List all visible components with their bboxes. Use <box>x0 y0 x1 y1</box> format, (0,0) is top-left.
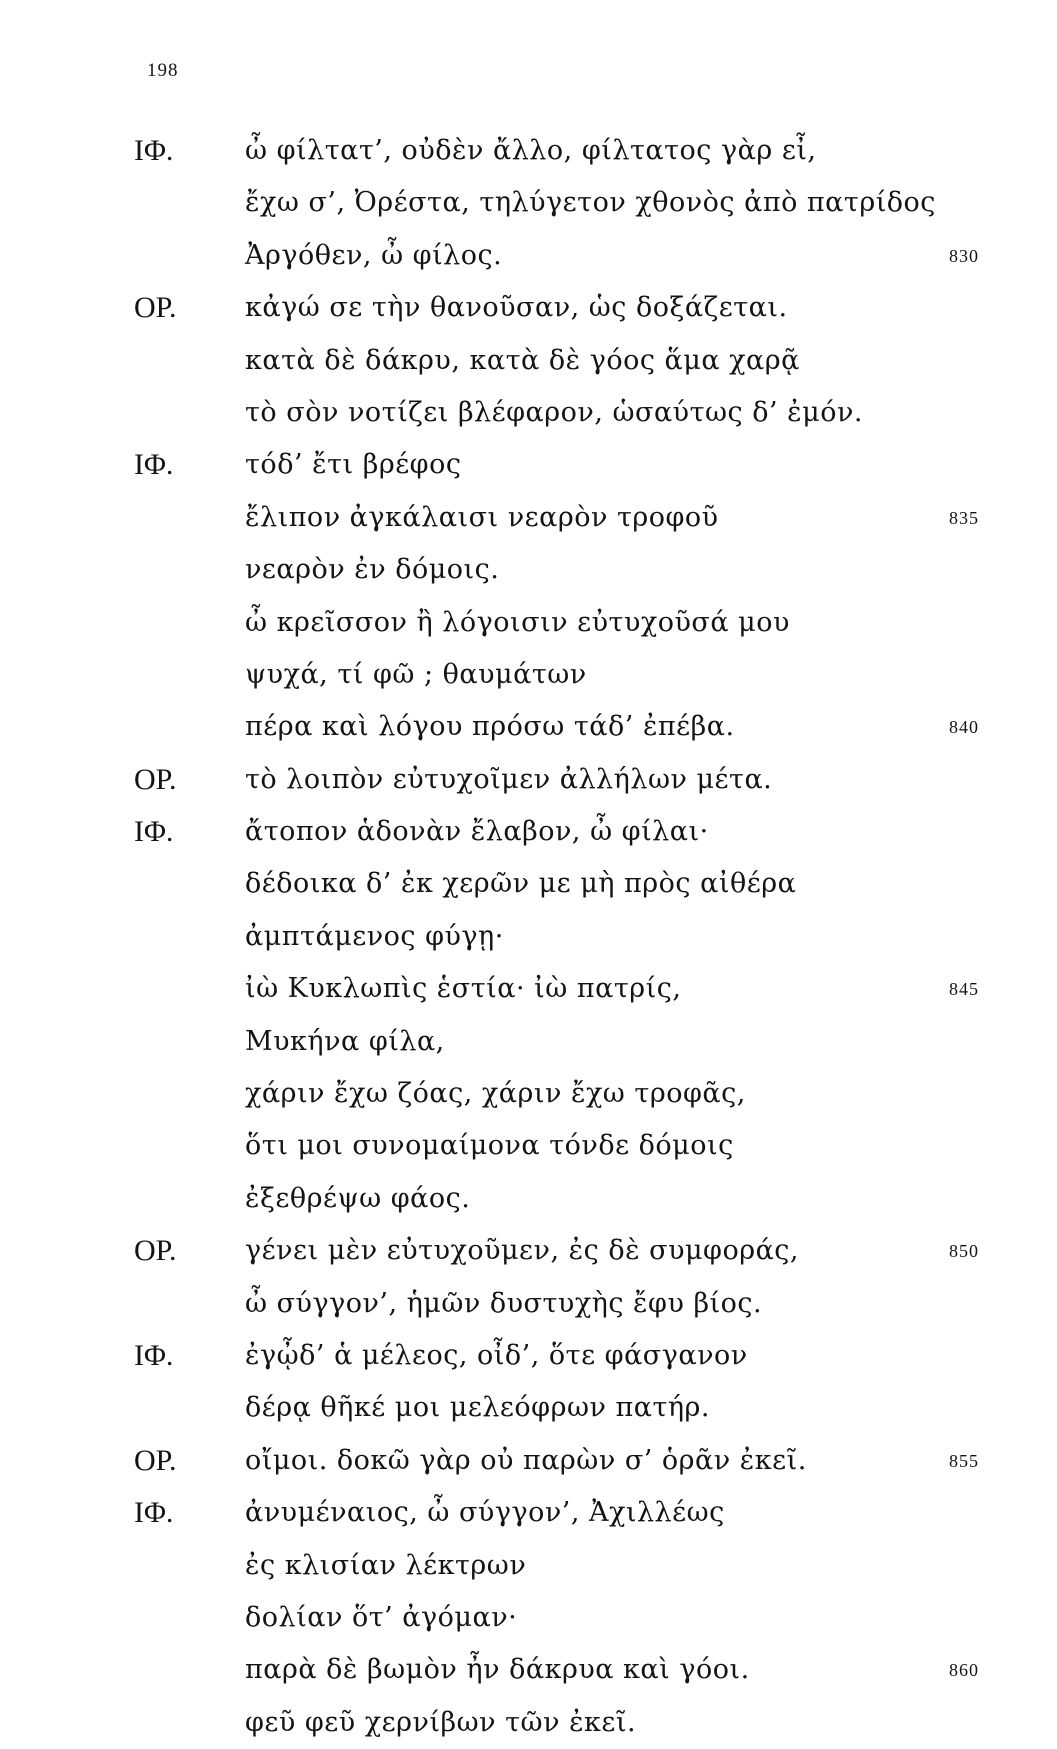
verse-text: χάριν ἔχω ζόας, χάριν ἔχω τροφᾶς, <box>245 1078 746 1110</box>
line-number: 835 <box>949 507 979 528</box>
verse-text: ἐγᾦδ’ ἁ μέλεος, οἶδ’, ὅτε φάσγανον <box>245 1339 748 1371</box>
verse-text: ἰὼ Κυκλωπὶς ἑστία· ἰὼ πατρίς, <box>245 973 682 1005</box>
verse-text: κατὰ δὲ δάκρυ, κατὰ δὲ γόος ἅμα χαρᾷ <box>245 344 800 376</box>
verse-line <box>0 1278 1057 1330</box>
verse-line <box>0 1330 1057 1382</box>
verse-line <box>0 125 1057 177</box>
verse-line <box>0 1592 1057 1644</box>
speaker-label: ΙΦ. <box>134 815 174 849</box>
verse-text: δέρᾳ θῆκέ μοι μελεόφρων πατήρ. <box>245 1392 711 1424</box>
verse-text: Μυκήνα φίλα, <box>245 1025 445 1057</box>
verse-text: νεαρὸν ἐν δόμοις. <box>245 554 500 586</box>
verse-text: τόδ’ ἔτι βρέφος <box>245 449 462 481</box>
speaker-label: ΙΦ. <box>134 448 174 482</box>
line-number: 855 <box>949 1450 979 1471</box>
line-number: 845 <box>949 979 979 1000</box>
verse-text: ὦ κρεῖσσον ἢ λόγοισιν εὐτυχοῦσά μου <box>245 606 790 638</box>
verse-text: Ἀργόθεν, ὦ φίλος. <box>245 239 503 271</box>
verse-line <box>0 963 1057 1015</box>
verse-text: ἔλιπον ἀγκάλαισι νεαρὸν τροφοῦ <box>245 501 719 533</box>
verse-text: ὅτι μοι συνομαίμονα τόνδε δόμοις <box>245 1130 734 1162</box>
verse-text: ὦ φίλτατ’, οὐδὲν ἄλλο, φίλτατος γὰρ εἶ, <box>245 135 817 166</box>
verse-line <box>0 1435 1057 1487</box>
line-number: 860 <box>949 1660 979 1681</box>
verse-text: πέρα καὶ λόγου πρόσω τάδ’ ἐπέβα. <box>245 711 735 743</box>
verse-line <box>0 230 1057 282</box>
verse-block <box>0 125 1057 1749</box>
line-number: 850 <box>949 1241 979 1262</box>
line-number: 830 <box>949 245 979 266</box>
verse-text: δολίαν ὅτ’ ἀγόμαν· <box>245 1601 518 1633</box>
verse-text: ὦ σύγγον’, ἡμῶν δυστυχὴς ἔφυ βίος. <box>245 1287 763 1319</box>
verse-line <box>0 1225 1057 1277</box>
speaker-label: ΟΡ. <box>134 762 177 796</box>
verse-line <box>0 1487 1057 1539</box>
verse-text: ἐς κλισίαν λέκτρων <box>245 1549 527 1581</box>
page-number: 198 <box>147 60 179 81</box>
speaker-label: ΙΦ. <box>134 1496 174 1530</box>
verse-line <box>0 1120 1057 1172</box>
verse-text: ἀμπτάμενος φύγῃ· <box>245 920 504 952</box>
verse-line <box>0 177 1057 229</box>
speaker-label: ΙΦ. <box>134 1338 174 1372</box>
verse-line <box>0 1697 1057 1749</box>
verse-line <box>0 806 1057 858</box>
speaker-label: ΟΡ. <box>134 1234 177 1268</box>
verse-text: ἀνυμέναιος, ὦ σύγγον’, Ἀχιλλέως <box>245 1497 725 1529</box>
verse-line <box>0 911 1057 963</box>
line-number: 840 <box>949 717 979 738</box>
speaker-label: ΟΡ. <box>134 291 177 325</box>
verse-line <box>0 649 1057 701</box>
verse-text: ἐξεθρέψω φάος. <box>245 1182 471 1214</box>
verse-text: τὸ σὸν νοτίζει βλέφαρον, ὡσαύτως δ’ ἐμόν. <box>245 396 863 428</box>
verse-text: τὸ λοιπὸν εὐτυχοῖμεν ἀλλήλων μέτα. <box>245 763 773 795</box>
verse-line <box>0 335 1057 387</box>
verse-text: οἴμοι. δοκῶ γὰρ οὐ παρὼν σ’ ὁρᾶν ἐκεῖ. <box>245 1444 807 1476</box>
verse-text: παρὰ δὲ βωμὸν ἦν δάκρυα καὶ γόοι. <box>245 1654 750 1686</box>
verse-line <box>0 858 1057 910</box>
verse-text: δέδοικα δ’ ἐκ χερῶν με μὴ πρὸς αἰθέρα <box>245 868 797 900</box>
verse-line <box>0 492 1057 544</box>
verse-line <box>0 754 1057 806</box>
verse-text: ψυχά, τί φῶ ; θαυμάτων <box>245 658 587 690</box>
verse-line <box>0 1173 1057 1225</box>
verse-line <box>0 1068 1057 1120</box>
verse-line <box>0 1016 1057 1068</box>
verse-line <box>0 701 1057 753</box>
verse-line <box>0 387 1057 439</box>
verse-line <box>0 1644 1057 1696</box>
verse-text: κἀγώ σε τὴν θανοῦσαν, ὡς δοξάζεται. <box>245 292 788 324</box>
verse-text: γένει μὲν εὐτυχοῦμεν, ἐς δὲ συμφοράς, <box>245 1235 800 1267</box>
verse-text: ἔχω σ’, Ὀρέστα, τηλύγετον χθονὸς ἀπὸ πατρίδος <box>245 187 936 219</box>
speaker-label: ΟΡ. <box>134 1443 177 1477</box>
verse-text: ἄτοπον ἁδονὰν ἔλαβον, ὦ φίλαι· <box>245 816 709 848</box>
verse-line <box>0 1540 1057 1592</box>
verse-line <box>0 282 1057 334</box>
verse-line <box>0 439 1057 491</box>
verse-line <box>0 597 1057 649</box>
speaker-label: ΙΦ. <box>134 134 174 167</box>
verse-line <box>0 1382 1057 1434</box>
verse-text: φεῦ φεῦ χερνίβων τῶν ἐκεῖ. <box>245 1706 637 1738</box>
verse-line <box>0 544 1057 596</box>
